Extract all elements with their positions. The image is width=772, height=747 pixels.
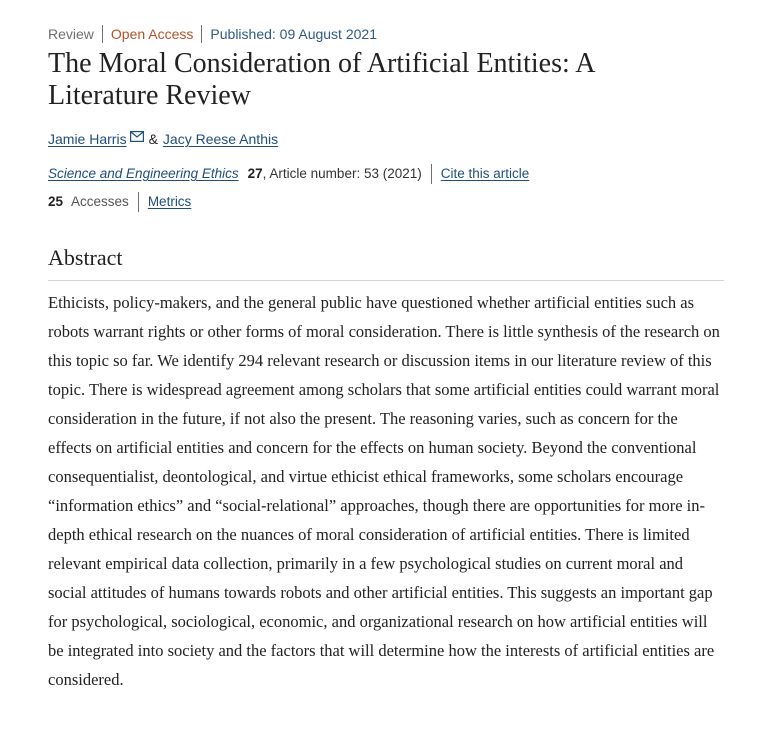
article-number: , Article number: 53 (2021): [262, 166, 422, 181]
cite-this-article-link[interactable]: Cite this article: [440, 166, 530, 181]
abstract-heading: Abstract: [48, 243, 724, 281]
author-link-jamie-harris[interactable]: Jamie Harris: [48, 131, 127, 147]
journal-volume: 27: [247, 166, 263, 181]
metrics-divider: [138, 192, 139, 212]
published-date: Published: 09 August 2021: [210, 26, 377, 42]
accesses-count: 25: [48, 194, 64, 209]
citation-divider: [431, 164, 432, 184]
metrics-row: [48, 192, 191, 212]
citation-row: [48, 164, 529, 184]
author-list: [48, 129, 278, 149]
article-title: The Moral Consideration of Artificial Entities: A Literature Review: [48, 48, 594, 111]
author-separator: &: [148, 131, 158, 147]
open-access-label: Open Access: [110, 26, 194, 42]
mail-icon[interactable]: [130, 131, 144, 142]
article-meta-row: [48, 24, 377, 44]
author-link-jacy-reese-anthis[interactable]: Jacy Reese Anthis: [162, 131, 279, 147]
journal-link[interactable]: Science and Engineering Ethics: [48, 166, 239, 181]
metrics-link[interactable]: Metrics: [147, 194, 192, 209]
accesses-label: Accesses: [71, 194, 129, 209]
article-type: Review: [48, 26, 94, 42]
abstract-text: Ethicists, policy-makers, and the general public have questioned whether artificial entities such as robots warrant rights or other forms of moral consideration. There is little synthesis of the research on this topic so far. We identify 294 relevant research or discussion items in our literature review of this topic. There is widespread agreement among scholars that some artificial entities could warrant moral consideration in the future, if not also the present. The reasoning varies, such as concern for the effects on artificial entities and concern for the effects on human society. Beyond the conventional consequentialist, deontological, and virtue ethicist ethical frameworks, some scholars encourage “information ethics” and “social-relational” approaches, though there are opportunities for more in-depth ethical research on the nuances of moral consideration of artificial entities. There is limited relevant empirical data collection, primarily in a few psychological studies on current moral and social attitudes of humans towards robots and other artificial entities. This suggests an important gap for psychological, sociological, economic, and organizational research on how artificial entities will be integrated into society and the factors that will determine how the interests of artificial entities are considered.: [48, 293, 720, 689]
meta-divider: [201, 25, 202, 43]
meta-divider: [102, 25, 103, 43]
